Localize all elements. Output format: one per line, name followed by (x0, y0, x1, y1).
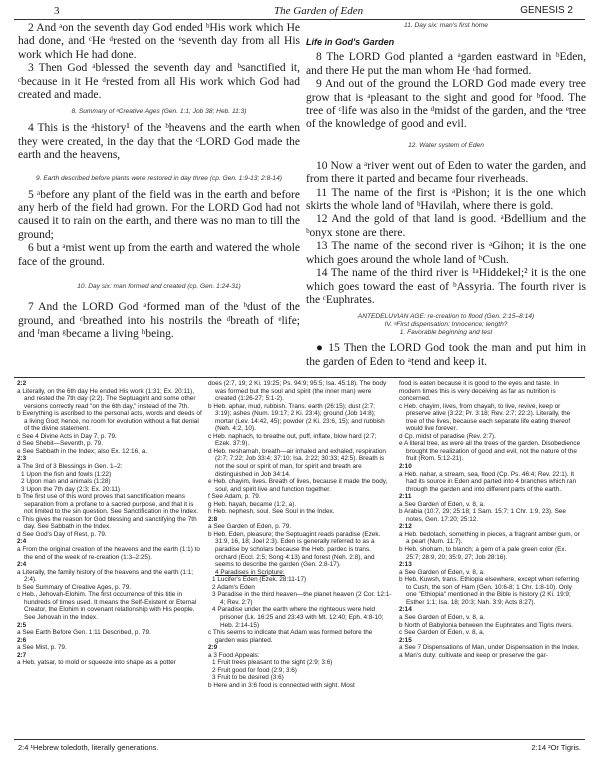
footer-rule (14, 739, 585, 740)
notes-rule (14, 377, 585, 378)
verse-10: 10 Now a ᵃriver went out of Eden to water the garden, and from there it parted and became four riverheads. (306, 159, 586, 186)
book-chapter: GENESIS 2 (520, 5, 573, 16)
age-caption: ANTEDELUVIAN AGE: re-creation to flood (Gen. 2:15–8:14) (357, 313, 535, 321)
note-item: d See God's Day of Rest, p. 79. (17, 530, 107, 538)
note-item: b Heb. shoham, to blanch; a gem of a pale green color (Ex. 25:7; 28:9, 20; 35:9, 27; Job 28:16). (399, 546, 567, 561)
note-item: does (2:7, 19; 2 Ki. 19:25; Ps. 94:9; 95:5; Isa. 45:18). The body was formed but the soul and spirit (the inner man) were created (1:26-27; 5:1-2). (208, 380, 387, 403)
verse-4: 4 This is the ᵃhistory¹ of the ᵇheavens and the earth when they were created, in the day that the ᶜLORD God made the earth and the heavens, (18, 122, 300, 162)
page-number: 3 (54, 5, 60, 17)
verse-5: 5 ᵃbefore any plant of the field was in the earth and before any herb of the field had grown. For the LORD God had not caused it to rain on the earth, and there was no man to till the ground; (18, 188, 300, 241)
note-ref: 2:12 (399, 523, 412, 531)
dispensation-caption: IV. ᵃFirst dispensation: Innocence; length? (384, 321, 508, 329)
note-ref: 2:5 (17, 621, 27, 629)
section-caption-10: 10. Day six: man formed and created (cp. Gen. 1:24-31) (77, 283, 241, 291)
section-caption-8: 8. Summary of ᵃCreative Ages (Gen. 1:1; Job 38; Heb. 11:3) (71, 108, 247, 116)
verse-14: 14 The name of the third river is ¹ᵃHiddekel;² it is the one which goes toward the east of ᵇAssyria. The fourth river is the ᶜEuphrates. (306, 267, 586, 306)
note-item: a Man's duty: cultivate and keep or preserve the gar- (399, 651, 548, 659)
note-ref: 2:3 (17, 455, 27, 463)
note-item: e A literal tree, as were all the trees of the garden. Disobedience brought the realization of good and evil, not the nature of the fruit (Rom. 5:12-21). (399, 440, 581, 463)
note-ref: 2:4 (17, 538, 27, 546)
note-ref: 2:4 (17, 561, 27, 569)
note-ref: 2:6 (17, 636, 27, 644)
note-item: c See Garden of Eden, v. 8, a. (399, 629, 485, 637)
note-ref: 2:8 (208, 515, 218, 523)
verse-2: 2 And ᵃon the seventh day God ended ᵇHis work which He had done, and ᶜHe ᵈrested on the ᵉseventh day from all His work which He had done. (18, 22, 300, 61)
note-subitem: 4 Paradise under the earth where the righteous were held prisoner (Lk. 16:25 and 23:43 with Mt. 12:40; Eph. 4:8-10; Heb. 2:14-15) (212, 606, 384, 629)
note-ref: 2:9 (208, 644, 218, 652)
verse-8: 8 The LORD God planted a ᵃgarden eastward in ᵇEden, and there He put the man whom He ᶜhad formed. (306, 51, 586, 77)
note-item: a 3 Food Appeals: (208, 651, 260, 659)
note-subitem: 1 Fruit trees pleasant to the sight (2:9; 3:6) (212, 659, 333, 667)
note-subitem: 3 Paradise in the third heaven—the planet heaven (2 Cor. 12:1-4; Rev. 2:7) (212, 591, 392, 606)
right-text-column (306, 22, 586, 369)
note-item: f See Adam, p. 79. (208, 493, 261, 501)
note-subitem: 2 Fruit good for food (2:9; 3:6) (212, 666, 297, 674)
verse-11: 11 The name of the first is ᵃPishon; it is the one which skirts the whole land of ᵇHavilah, where there is gold. (306, 186, 586, 213)
subheading: Life in God's Garden (306, 37, 395, 47)
note-item: b Arabia (10:7, 29; 25:18; 1 Sam. 15:7; 1 Chr. 1:9, 23). See notes, Gen. 17:20; 25:12. (399, 508, 566, 523)
note-item: a Heb. bedolach, something in pieces, a fragrant amber gum, or a pearl (Num. 11:7). (399, 530, 580, 546)
note-subitem: 1 Lucifer's Eden (Ezek. 28:11-17) (212, 576, 307, 584)
note-item: c See 4 Divine Acts in Day 7, p. 79. (17, 432, 117, 440)
beginning-caption: 1. Favorable beginning and test (399, 329, 493, 337)
verse-12: 12 And the gold of that land is good. ᵃBdellium and the ᵇonyx stone are there. (306, 213, 586, 239)
note-subitem: 3 Upon the 7th day (2:3; Ex. 20:11) (21, 485, 120, 493)
note-heading: 4 Paradises in Scripture: (215, 568, 285, 576)
note-item: c Heb. naphach, to breathe out, puff, inflate, blow hard (2:7; Ezek. 37:9). (208, 432, 377, 448)
note-item: c Heb., Jehovah-Elohim. The first occurrence of this title in hundreds of times used. It means the Self-Existent or Eternal Creator, the Elohim in covenant relationship with His people. See Jehovah in the Index. (17, 591, 197, 621)
note-ref: 2:15 (399, 636, 412, 644)
note-item: food is eaten because it is good to the eyes and taste. In modern times this is very deceiving as far as nutrition is concerned. (399, 380, 559, 403)
note-item: a See Mist, p. 79. (17, 644, 67, 652)
note-item: b Heb. Eden, pleasure; the Septuagint reads paradise (Ezek. 31:9, 16, 18; Joel 2:3). Eden is generally referred to as a paradise by scholars because the Heb. pardec is trans. orchard (Eccl. 2:5; Song 4:13) and forest (Neh. 2:8), and seems to describe the garden (Gen. 2:8-17). (208, 530, 381, 569)
note-item: c This seems to indicate that Adam was formed before the garden was planted. (208, 629, 373, 644)
note-item: d Heb. neshamah, breath—air inhaled and exhaled, respiration (2:7; 7:22; Job 33:4; 37:10; Isa. 2:22; 30:33; 42:5). Breath is not the soul or spirit of man, for spirit and breath are distinguished in Job 34:14. (208, 447, 386, 478)
note-ref: 2:11 (399, 493, 412, 501)
footnote-left: 2:4 ¹Hebrew toledoth, literally generations. (18, 743, 159, 752)
verse-7: 7 And the LORD God ᵃformed man of the ᵇdust of the ground, and ᶜbreathed into his nostrils the ᵈbreath of ᵉlife; and ᶠman ᵍbecame a living ʰbeing. (18, 301, 300, 340)
note-item: d See Shebit—Seventh, p. 79. (17, 440, 103, 448)
note-item: h Heb. nephesh, soul. See Soul in the Index. (208, 508, 335, 516)
section-caption-11: 11. Day six: man's first home (404, 22, 488, 29)
note-item: c Heb. chayim, lives, from chayah, to live, revive, keep or preserve alive (3:22; Pr. 3:18; Rev. 2:7; 22:2). Literally, the tree of the lives, because each separate life eating thereof would live forever. (399, 402, 571, 433)
note-ref: 2:13 (399, 561, 412, 569)
note-item: a See 7 Dispensations of Man, under Dispensation in the Index. (399, 644, 580, 652)
note-item: e Heb. chayim, lives. Breath of lives, because it made the body, soul, and spirit live and function together. (208, 478, 388, 493)
verse-3: 3 Then God ᵃblessed the seventh day and ᵇsanctified it, ᶜbecause in it He ᵈrested from all His work which God had created and made. (18, 62, 300, 102)
note-item: a From the original creation of the heavens and the earth (1:1) to the end of the week of re-creation (1:3–2:25). (17, 546, 200, 561)
note-item: e See Sabbath in the Index; also Ex. 12:16, a. (17, 447, 148, 455)
note-item: a Heb. yatsar, to mold or squeeze into shape as a potter (17, 659, 176, 667)
note-item: b Everything is ascribed to the personal acts, words and deeds of a living God; hence, no room for evolution without a flat denial of the divine statement. (17, 410, 202, 433)
note-item: a Heb. nahar, a stream, sea, flood (Cp. Ps. 46:4; Rev. 22:1). It had its source in Eden and parted into 4 branches which ran through the garden and into different parts of the earth. (399, 470, 577, 493)
notes-column-3 (399, 380, 582, 659)
note-item: a Literally, on the 6th day He ended His work (1:31; Ex. 20:11), and rested the 7th day (2:2). The Septuagint and some other versions correctly read "on the 6th day," instead of the 7th. (17, 387, 196, 410)
chapter-title: The Garden of Eden (274, 5, 364, 17)
section-caption-9: 9. Earth described before plants were restored in day three (cp. Gen. 1:9-13; 2:8-14) (36, 174, 282, 182)
note-subitem: 3 Fruit to be desired (3:6) (212, 674, 284, 682)
note-ref: 2:14 (399, 606, 412, 614)
note-item: a See Earth Before Gen. 1:11 Described, p. 79. (17, 629, 151, 637)
note-item: b The first use of this word proves that sanctification means separation from a profane to a sacred purpose, and that it is not limited to the sin question. See Sanctification in the Index. (17, 493, 199, 516)
note-item: c This gives the reason for God blessing and sanctifying the 7th day. See Sabbath in the Index. (17, 515, 197, 531)
note-item: a See Garden of Eden, v. 8, a. (399, 500, 485, 508)
note-item: b North of Babylonia between the Euphrates and Tigris rivers. (399, 621, 574, 629)
notes-column-1 (17, 380, 202, 667)
note-subitem: 2 Adam's Eden (212, 583, 255, 591)
note-subitem: 2 Upon man and animals (1:28) (21, 478, 111, 486)
verse-15: ● 15 Then the LORD God took the man and put him in the garden of Eden to ᵃtend and keep it. (306, 342, 586, 368)
note-item: a See Garden of Eden, p. 79. (208, 523, 292, 531)
note-item: d Cp. midst of paradise (Rev. 2:7). (399, 432, 496, 440)
note-ref: 2:10 (399, 463, 412, 471)
header-rule (14, 19, 585, 20)
verse-6: 6 but a ᵃmist went up from the earth and watered the whole face of the ground. (18, 242, 300, 268)
note-item: a Literally, the family history of the heavens and the earth (1:1; 2:4). (17, 568, 194, 584)
footnote-right: 2:14 ²Or Tigris. (531, 743, 581, 752)
page-header (14, 4, 585, 18)
note-ref: 2:2 (17, 380, 27, 387)
notes-column-2 (208, 380, 393, 689)
note-item: b Heb. aphar, mud, rubbish. Trans. earth (26:15); dust (2:7; 3:19); ashes (Num. 19:17; 2 Ki. 23:4); ground (Job 14:8); mortar (Lev. 14:42, 45); powder (2 Ki. 23:6, 15); and rubbish (Neh. 4:2, 10). (208, 402, 385, 433)
note-item: g Heb. hayah, became (1:2, a). (208, 500, 297, 508)
verse-9: 9 And out of the ground the LORD God made every tree grow that is ᵃpleasant to the sight and good for ᵇfood. The tree of ᶜlife was also in the ᵈmidst of the garden, and the ᵉtree of the knowledge of good and evil. (306, 78, 586, 131)
section-caption-12: 12. Water system of Eden (408, 141, 484, 149)
note-item: a See Garden of Eden, v. 8, a. (399, 568, 485, 576)
note-subitem: 1 Upon the fish and fowls (1:22) (21, 470, 112, 478)
note-item: a The 3rd of 3 Blessings in Gen. 1–2: (17, 463, 123, 471)
note-item: b Heb. Kuwsh, trans. Ethiopia elsewhere, except when referring to Cush, the son of Ham (Gen. 10:6-8; 1 Chr. 1:8-10). Only one "Ethiopia" mentioned in the Bible is history (2 Ki. 19:9; Esther 1:1; Isa. 18; 20:3; Nah. 3:9; Acts 8:27). (399, 576, 580, 606)
note-item: b See Summary of Creative Ages, p. 79. (17, 583, 132, 591)
note-ref: 2:7 (17, 651, 27, 659)
note-item: b Here and in 3:6 food is connected with sight. Most (208, 681, 355, 689)
left-text-column (18, 22, 300, 341)
verse-13: 13 The name of the second river is ᵃGihon; it is the one which goes around the whole land of ᵇCush. (306, 240, 586, 266)
note-item: a See Garden of Eden, v. 8, a. (399, 613, 485, 621)
